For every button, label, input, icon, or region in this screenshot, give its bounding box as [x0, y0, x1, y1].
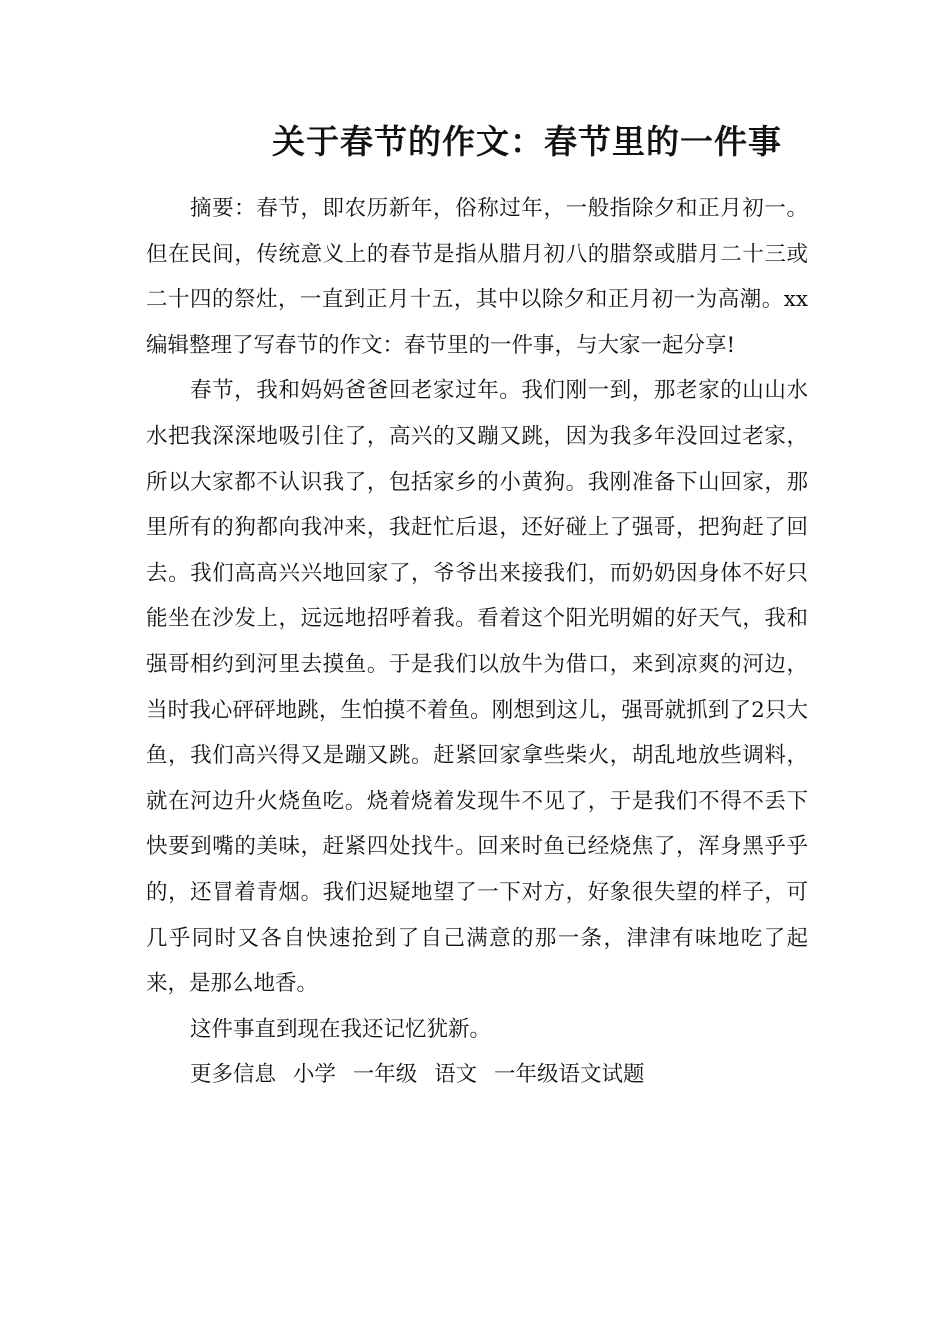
body-paragraph: 春节，我和妈妈爸爸回老家过年。我们刚一到，那老家的山山水水把我深深地吸引住了，高兴的又蹦又跳，因为我多年没回过老家，所以大家都不认识我了，包括家乡的小黄狗。我刚准备下山回家，那里所有的狗都向我冲来，我赶忙后退，还好碰上了强哥，把狗赶了回去。我们高高兴兴地回家了，爷爷出来接我们，而奶奶因身体不好只能坐在沙发上，远远地招呼着我。看着这个阳光明媚的好天气，我和强哥相约到河里去摸鱼。于是我们以放牛为借口，来到凉爽的河边，当时我心砰砰地跳，生怕摸不着鱼。刚想到这儿，强哥就抓到了2只大鱼，我们高兴得又是蹦又跳。赶紧回家拿些柴火，胡乱地放些调料，就在河边升火烧鱼吃。烧着烧着发现牛不见了，于是我们不得不丢下快要到嘴的美味，赶紧四处找牛。回来时鱼已经烧焦了，浑身黑乎乎的，还冒着青烟。我们迟疑地望了一下对方，好象很失望的样子，可几乎同时又各自快速抢到了自己满意的那一条，津津有味地吃了起来，是那么地香。 — [146, 378, 808, 997]
document-title: 关于春节的作文：春节里的一件事 — [272, 122, 782, 161]
document-page — [146, 116, 808, 1098]
tag-link[interactable]: 小学 — [292, 1062, 336, 1088]
tag-link[interactable]: 一年级语文试题 — [493, 1062, 645, 1088]
more-info-line — [146, 1052, 808, 1098]
closing-paragraph: 这件事直到现在我还记忆犹新。 — [190, 1016, 492, 1042]
summary-paragraph: 摘要：春节，即农历新年，俗称过年，一般指除夕和正月初一。但在民间，传统意义上的春节是指从腊月初八的腊祭或腊月二十三或二十四的祭灶，一直到正月十五，其中以除夕和正月初一为高潮。xx编辑整理了写春节的作文：春节里的一件事，与大家一起分享! — [146, 196, 808, 358]
tag-link[interactable]: 一年级 — [352, 1062, 418, 1088]
tag-link[interactable]: 语文 — [434, 1062, 478, 1088]
more-info-label: 更多信息 — [190, 1062, 277, 1088]
